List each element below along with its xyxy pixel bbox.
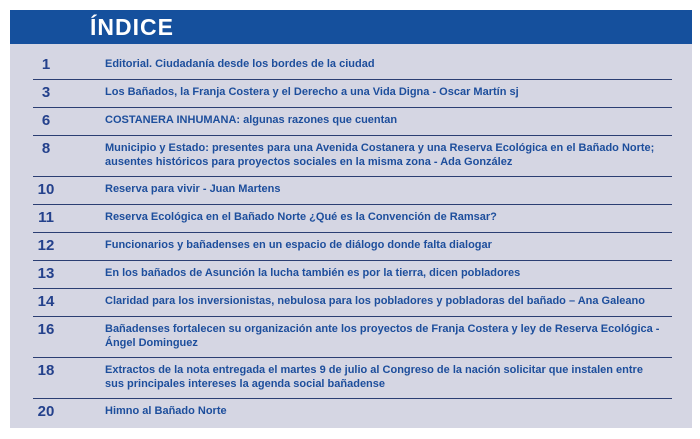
entry-title: Funcionarios y bañadenses en un espacio de diálogo donde falta dialogar: [105, 239, 492, 251]
toc-entry: [33, 358, 672, 399]
toc-entry: [33, 80, 672, 108]
page-number: 11: [38, 209, 54, 226]
index-header-bar: [10, 10, 692, 44]
page-number: 16: [37, 321, 55, 338]
page-number: 1: [41, 56, 51, 73]
entry-title: Himno al Bañado Norte: [105, 405, 227, 417]
toc-panel: [10, 44, 692, 428]
toc-entry: [33, 177, 672, 205]
page-number: 10: [37, 181, 55, 198]
page-number: 3: [41, 84, 51, 101]
page-number: 6: [41, 112, 51, 129]
toc-entry: [33, 317, 672, 358]
entry-title: Claridad para los inversionistas, nebulosa para los pobladores y pobladoras del bañado – Ana Galeano: [105, 295, 645, 307]
page-number: 8: [41, 140, 51, 157]
page-number: 18: [37, 362, 55, 379]
page-number: 20: [37, 403, 55, 420]
entry-title: Municipio y Estado: presentes para una Avenida Costanera y una Reserva Ecológica en el Bañado Norte; ausentes históricos para proyectos sociales en la misma zona - Ada González: [105, 142, 655, 168]
page-number: 13: [37, 265, 55, 282]
entry-title: Reserva Ecológica en el Bañado Norte ¿Qué es la Convención de Ramsar?: [105, 211, 497, 223]
toc-entry: [33, 108, 672, 136]
toc-entry: [33, 233, 672, 261]
entry-title: Los Bañados, la Franja Costera y el Derecho a una Vida Digna - Oscar Martín sj: [105, 86, 519, 98]
toc-entry: [33, 205, 672, 233]
page-number: 14: [37, 293, 55, 310]
toc-entry: [33, 399, 672, 426]
entry-title: En los bañados de Asunción la lucha también es por la tierra, dicen pobladores: [105, 267, 521, 279]
toc-entry: [33, 52, 672, 80]
toc-entry: [33, 136, 672, 177]
entry-title: Reserva para vivir - Juan Martens: [105, 183, 281, 195]
toc-entry: [33, 289, 672, 317]
entry-title: COSTANERA INHUMANA: algunas razones que cuentan: [105, 114, 398, 126]
entry-title: Bañadenses fortalecen su organización ante los proyectos de Franja Costera y ley de Reserva Ecológica - Ángel Dominguez: [105, 323, 660, 349]
index-title: ÍNDICE: [90, 14, 174, 40]
entry-title: Editorial. Ciudadanía desde los bordes de la ciudad: [105, 58, 375, 70]
toc-entry: [33, 261, 672, 289]
toc-list: [33, 52, 672, 426]
entry-title: Extractos de la nota entregada el martes 9 de julio al Congreso de la nación solicitar que instalen entre sus principales intereses la agenda social bañadense: [105, 364, 643, 390]
page-number: 12: [37, 237, 55, 254]
